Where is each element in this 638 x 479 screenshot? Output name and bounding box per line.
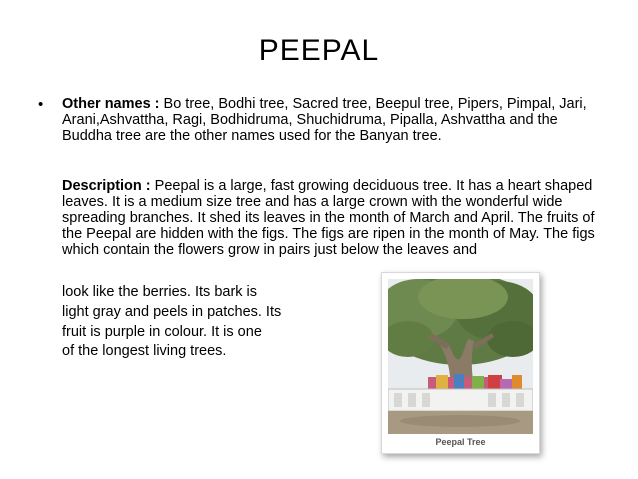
photo-caption: Peepal Tree (435, 437, 486, 447)
slide-title: PEEPAL (258, 34, 380, 67)
other-names-text: Bo tree, Bodhi tree, Sacred tree, Beepul tree, Pipers, Pimpal, Jari, Arani,Ashvattha, Ragi, Bodhidruma, Shuchidruma, Pipalla, Ashvattha and the Buddha tree are the other names used for the Banyan tree. (62, 96, 587, 144)
description-paragraph (62, 178, 602, 258)
description-label: Description : (62, 178, 151, 194)
description-text: Peepal is a large, fast growing deciduous tree. It has a heart shaped leaves. It is a medium size tree and has a large crown with the wonderful wide spreading branches. It shed its leaves in the month of March and April. The fruits of the Peepal are hidden with the figs. The figs are ripen in the month of May. The figs which contain the flowers grow in pairs just below the leaves and (62, 178, 595, 258)
description-line: light gray and peels in patches. Its (62, 303, 282, 320)
description-line: fruit is purple in colour. It is one (62, 323, 262, 340)
description-line: of the longest living trees. (62, 343, 227, 360)
other-names-paragraph (62, 96, 602, 144)
peepal-tree-photo (381, 272, 540, 454)
other-names-label: Other names : (62, 96, 160, 112)
bullet-icon: • (38, 96, 44, 113)
tree-photo-illustration (388, 279, 533, 434)
description-continued (62, 283, 281, 362)
description-line: look like the berries. Its bark is (62, 284, 258, 300)
